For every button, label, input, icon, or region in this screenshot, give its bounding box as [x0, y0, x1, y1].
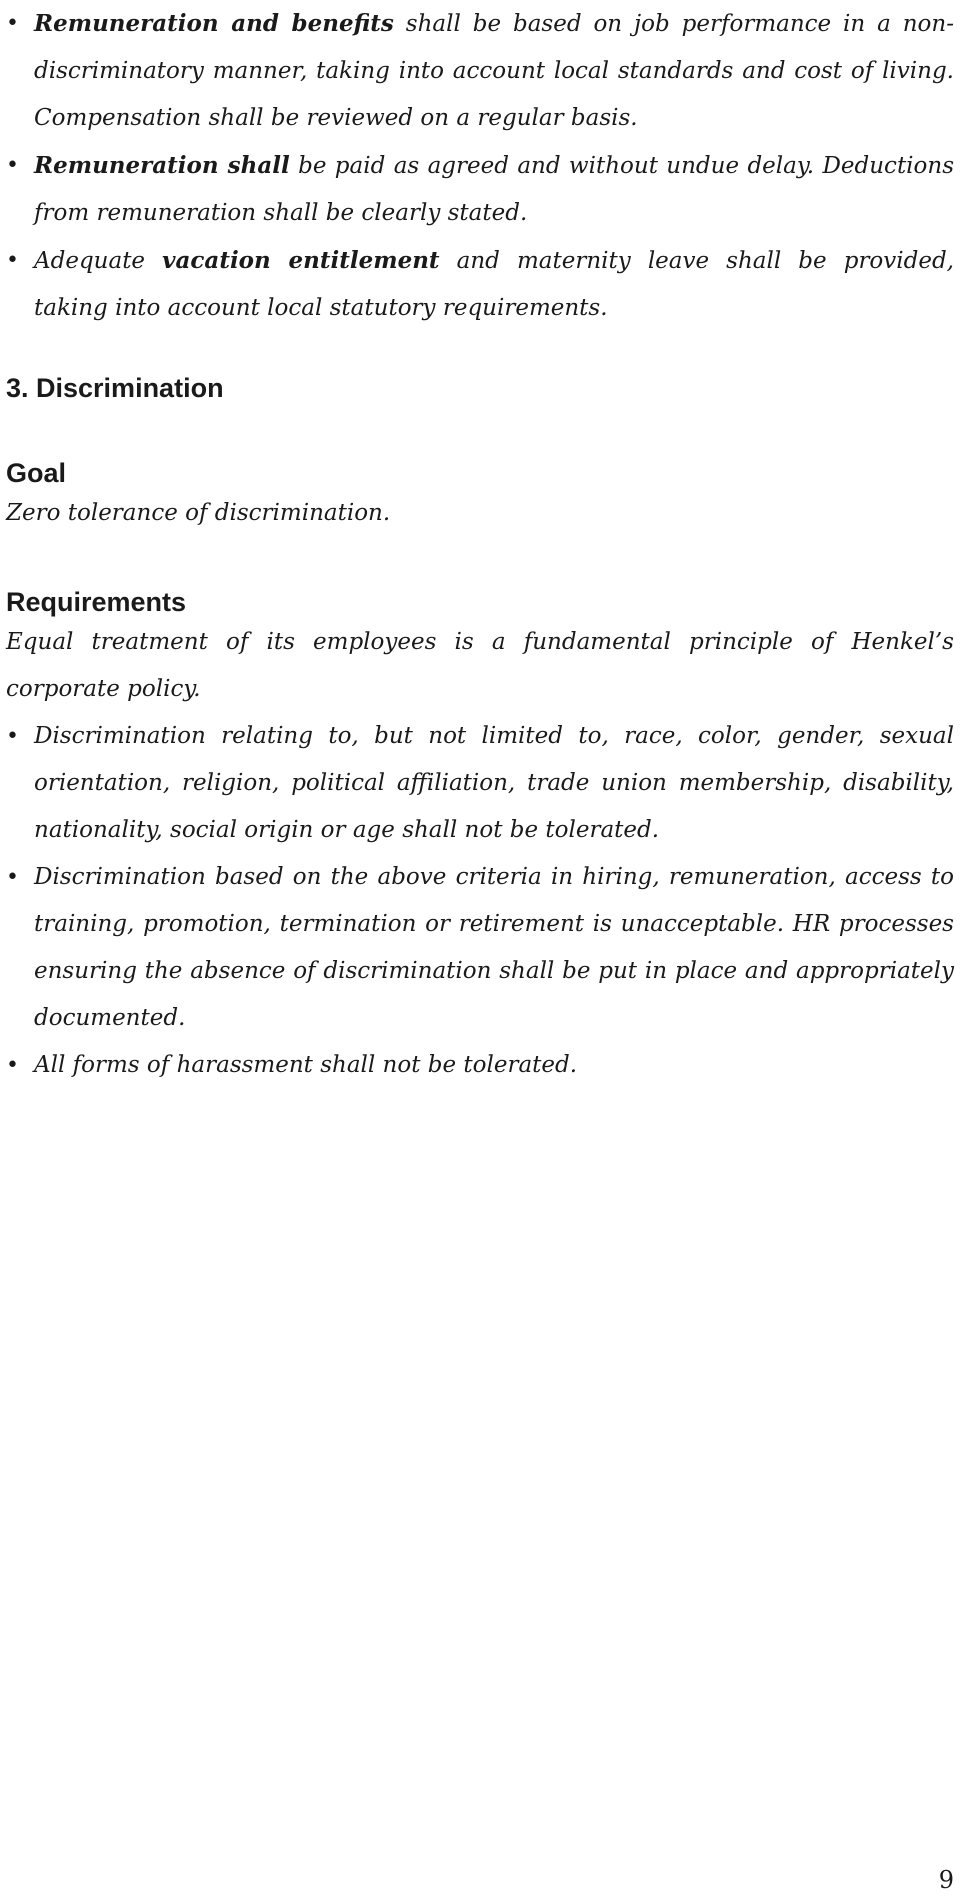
item-text: and maternity leave shall be provided, taking into account local statutory requirements. — [34, 248, 954, 321]
item-text: shall be based on job performance in a non-discriminatory manner, taking into account local standards and cost of living. Compensation shall be reviewed on a regular basis. — [34, 11, 954, 131]
discrimination-list — [6, 713, 954, 1089]
bold-term: Remuneration shall — [34, 152, 290, 179]
section-title: 3. Discrimination — [6, 373, 224, 403]
item-lead-text: Adequate — [34, 248, 163, 274]
bold-term: vacation entitlement — [162, 247, 440, 274]
goal-heading: Goal — [6, 458, 67, 488]
list-item — [6, 142, 954, 237]
bold-term: Remuneration and benefits — [34, 10, 394, 37]
item-text: be paid as agreed and without undue delay. Deductions from remuneration shall be clearly stated. — [34, 153, 955, 226]
list-item: • Discrimination based on the above criteria in hiring, remuneration, access to training, promotion, termination or retirement is unacceptable. HR processes ensuring the absence of discrimination shall be put in place and appropriately documented. — [6, 854, 954, 1042]
page-number: 9 — [938, 1866, 954, 1894]
requirements-text: Equal treatment of its employees is a fundamental principle of Henkel’s corporate policy. — [6, 629, 954, 702]
list-item — [6, 0, 954, 142]
goal-text: Zero tolerance of discrimination. — [6, 500, 391, 526]
requirements-heading: Requirements — [6, 587, 187, 617]
list-item: • Discrimination relating to, but not limited to, race, color, gender, sexual orientation, religion, political affiliation, trade union membership, disability, nationality, social origin or age shall not be tolerated. — [6, 713, 954, 854]
compensation-list — [6, 0, 954, 332]
list-item — [6, 237, 954, 332]
list-item: • All forms of harassment shall not be tolerated. — [6, 1042, 954, 1089]
document-page — [6, 0, 954, 1089]
